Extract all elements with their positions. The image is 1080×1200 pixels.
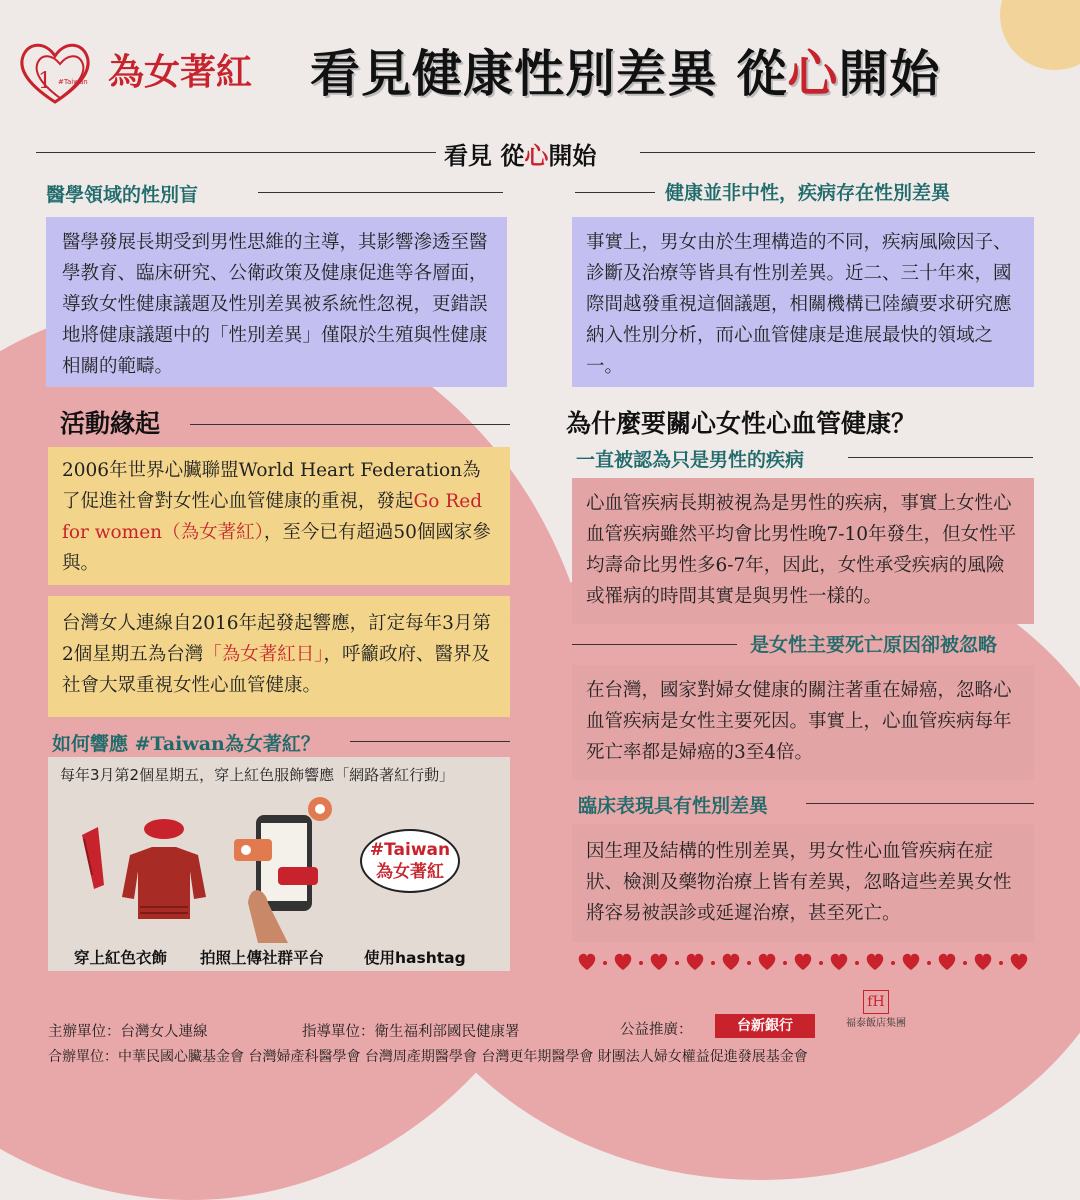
why-heading: 為什麼要關心女性心血管健康？ [566,409,917,438]
heading-rule [806,803,1034,804]
origin-heading: 活動緣起 [60,409,161,438]
fh-mark-icon: fH [863,990,889,1014]
action-label-hashtag: 使用hashtag [364,949,466,967]
phone-upload-icon [228,793,348,943]
hashtag-bubble: #Taiwan 為女著紅 [360,829,460,893]
respond-heading: 如何響應 #Taiwan為女著紅？ [52,733,320,755]
heart-logo-icon [14,36,96,108]
neutral-text: 事實上，男女由於生理構造的不同，疾病風險因子、診斷及治療等皆具有性別差異。近二、三十年來，國際間越發重視這個議題，相關機構已陸續要求研究應納入性別分析，而心血管健康是進展最快的領域之一。 [572,217,1034,387]
death-cause-text: 在台灣，國家對婦女健康的關注著重在婦癌，忽略心血管疾病是女性主要死因。事實上，心血管疾病每年死亡率都是婦癌的3至4倍。 [572,665,1034,780]
taishin-bank-logo: 台新銀行 [715,1014,815,1038]
clinical-heading: 臨床表現具有性別差異 [578,795,769,817]
brand-title: 為女著紅 [108,52,253,93]
heading-rule [258,192,503,193]
header [0,0,1080,120]
page-title: 看見健康性別差異 從心開始 [310,45,941,103]
section-rule-left [36,152,436,153]
heading-rule [350,741,510,742]
heading-rule [190,424,510,425]
hearts-divider-icon [575,950,1035,976]
section-rule-right [640,152,1035,153]
gender-blind-heading: 醫學領域的性別盲 [46,184,199,206]
male-disease-text: 心血管疾病長期被視為是男性的疾病，事實上女性心血管疾病雖然平均會比男性晚7-10年發生，但女性平均壽命比男性多6-7年，因此，女性承受疾病的風險或罹病的時間其實是與男性一樣的。 [572,478,1034,624]
heading-rule [575,192,655,193]
respond-text: 每年3月第2個星期五，穿上紅色服飾響應「網路著紅行動」 [60,766,455,784]
gender-blind-text: 醫學發展長期受到男性思維的主導，其影響滲透至醫學教育、臨床研究、公衛政策及健康促進等各層面，導致女性健康議題及性別差異被系統性忽視，更錯誤地將健康議題中的「性別差異」僅限於生殖與性健康相關的範疇。 [46,217,507,387]
male-disease-heading: 一直被認為只是男性的疾病 [576,449,805,471]
action-label-wear-red: 穿上紅色衣飾 [74,949,168,967]
red-sweater-icon [78,815,218,925]
death-cause-heading: 是女性主要死亡原因卻被忽略 [750,634,998,656]
section-title: 看見 從心開始 [444,142,597,170]
origin-text-2: 台灣女人連線自2016年起發起響應，訂定每年3月第2個星期五為台灣「為女著紅日」，呼籲政府、醫界及社會大眾重視女性心血管健康。 [48,596,510,717]
neutral-heading: 健康並非中性，疾病存在性別差異 [665,182,951,204]
svg-text:#Taiwan: #Taiwan [58,78,88,86]
sponsor-label: 公益推廣： [620,1022,693,1038]
fullon-hotel-logo: fH 福泰飯店集團 [836,990,916,1029]
svg-text:1: 1 [38,69,52,94]
guide-org: 指導單位：衛生福利部國民健康署 [302,1024,520,1040]
co-host-orgs: 合辦單位：中華民國心臟基金會 台灣婦產科醫學會 台灣周產期醫學會 台灣更年期醫學會 財團法人婦女權益促進發展基金會 [48,1049,808,1065]
action-label-upload: 拍照上傳社群平台 [200,949,325,967]
respond-panel [48,757,510,971]
heading-rule [572,644,737,645]
host-org: 主辦單位：台灣女人連線 [48,1024,208,1040]
heading-rule [848,457,1033,458]
clinical-text: 因生理及結構的性別差異，男女性心血管疾病在症狀、檢測及藥物治療上皆有差異，忽略這些差異女性將容易被誤診或延遲治療，甚至死亡。 [572,824,1034,942]
origin-text-1: 2006年世界心臟聯盟World Heart Federation為了促進社會對女性心血管健康的重視，發起Go Red for women（為女著紅），至今已有超過50個國家參與。 [48,447,510,585]
